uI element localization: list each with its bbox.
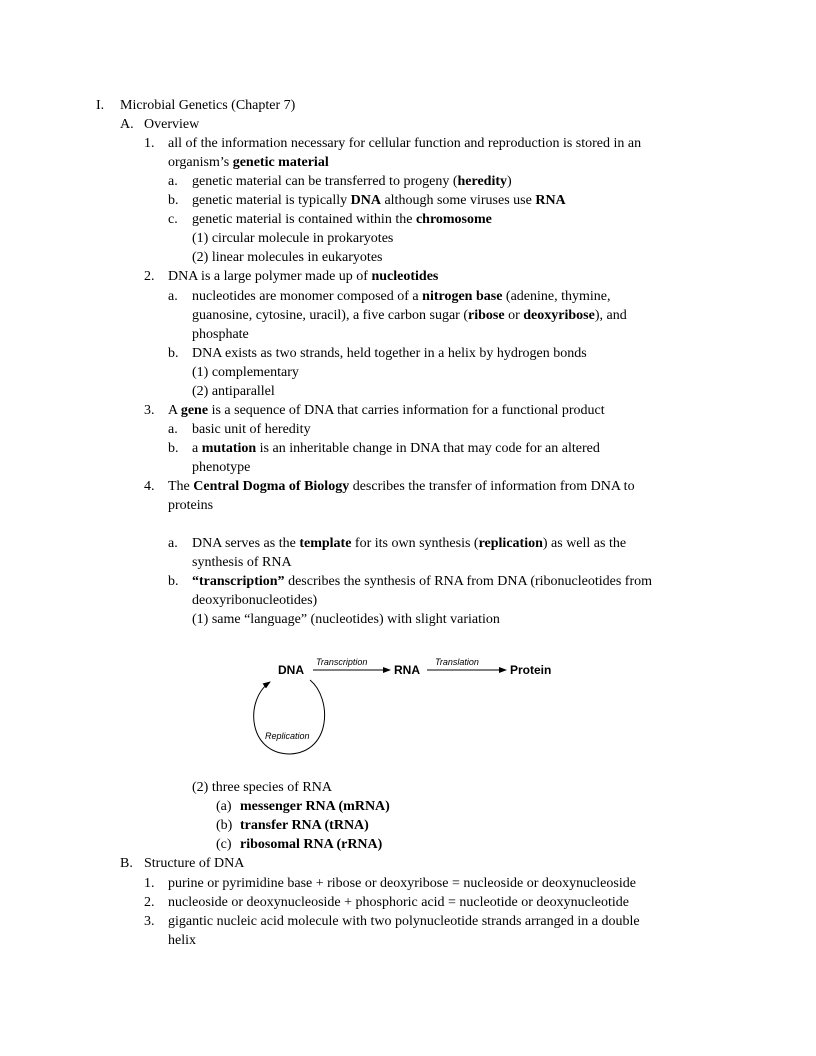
item-A2b2: (2) antiparallel bbox=[192, 384, 275, 399]
rna-label: RNA bbox=[394, 663, 420, 677]
marker-B: B. bbox=[120, 856, 133, 871]
item-B3-line1: gigantic nucleic acid molecule with two polynucleotide strands arranged in a double bbox=[168, 914, 640, 929]
replication-loop-arrow bbox=[254, 680, 325, 754]
item-B1: purine or pyrimidine base + ribose or deoxyribose = nucleoside or deoxynucleoside bbox=[168, 876, 636, 891]
item-A1a: genetic material can be transferred to progeny (heredity) bbox=[192, 174, 512, 189]
replication-label: Replication bbox=[265, 731, 310, 741]
item-A1c1: (1) circular molecule in prokaryotes bbox=[192, 231, 394, 246]
marker-A4b2b: (b) bbox=[216, 818, 233, 833]
marker-A4b: b. bbox=[168, 574, 179, 589]
item-A2a-line1: nucleotides are monomer composed of a nitrogen base (adenine, thymine, bbox=[192, 289, 611, 304]
item-A1c2: (2) linear molecules in eukaryotes bbox=[192, 250, 383, 265]
item-A4b-line2: deoxyribonucleotides) bbox=[192, 593, 318, 608]
marker-A2: 2. bbox=[144, 269, 155, 284]
marker-A: A. bbox=[120, 117, 134, 132]
item-A3b-line2: phenotype bbox=[192, 460, 251, 475]
item-A2a-line3: phosphate bbox=[192, 327, 249, 342]
item-B2: nucleoside or deoxynucleoside + phosphoric acid = nucleotide or deoxynucleotide bbox=[168, 895, 629, 910]
marker-A1c: c. bbox=[168, 212, 178, 227]
item-A3: A gene is a sequence of DNA that carries information for a functional product bbox=[168, 403, 605, 418]
marker-A1a: a. bbox=[168, 174, 178, 189]
translation-label: Translation bbox=[435, 657, 479, 667]
item-A4a-line2: synthesis of RNA bbox=[192, 555, 292, 570]
marker-A4: 4. bbox=[144, 479, 155, 494]
item-A4b-line1: “transcription” describes the synthesis of RNA from DNA (ribonucleotides from bbox=[192, 574, 653, 589]
marker-B3: 3. bbox=[144, 914, 155, 929]
item-mrna: messenger RNA (mRNA) bbox=[240, 799, 390, 814]
marker-A2a: a. bbox=[168, 289, 178, 304]
central-dogma-diagram bbox=[240, 650, 570, 760]
item-A3b-line1: a mutation is an inheritable change in DNA that may code for an altered bbox=[192, 441, 600, 456]
item-A2b: DNA exists as two strands, held together in a helix by hydrogen bonds bbox=[192, 346, 587, 361]
item-A4b2: (2) three species of RNA bbox=[192, 780, 332, 795]
item-A3a: basic unit of heredity bbox=[192, 422, 311, 437]
item-A4a-line1: DNA serves as the template for its own synthesis (replication) as well as the bbox=[192, 536, 627, 551]
heading-microbial-genetics: Microbial Genetics (Chapter 7) bbox=[120, 98, 296, 113]
heading-structure-of-dna: Structure of DNA bbox=[144, 856, 245, 871]
marker-A1: 1. bbox=[144, 136, 155, 151]
marker-B1: 1. bbox=[144, 876, 155, 891]
protein-label: Protein bbox=[510, 663, 552, 677]
item-A2: DNA is a large polymer made up of nucleotides bbox=[168, 269, 439, 284]
item-B3-line2: helix bbox=[168, 933, 196, 948]
item-A4-line2: proteins bbox=[168, 498, 214, 513]
marker-A3a: a. bbox=[168, 422, 178, 437]
marker-A3b: b. bbox=[168, 441, 179, 456]
item-A2b1: (1) complementary bbox=[192, 365, 299, 380]
transcription-label: Transcription bbox=[316, 657, 368, 667]
heading-overview: Overview bbox=[144, 117, 200, 132]
item-A4-line1: The Central Dogma of Biology describes the transfer of information from DNA to bbox=[168, 479, 635, 494]
item-A2a-line2: guanosine, cytosine, uracil), a five carbon sugar (ribose or deoxyribose), and bbox=[192, 308, 627, 323]
marker-B2: 2. bbox=[144, 895, 155, 910]
marker-A2b: b. bbox=[168, 346, 179, 361]
item-A1c: genetic material is contained within the chromosome bbox=[192, 212, 492, 227]
item-A1-line2: organism’s genetic material bbox=[168, 155, 329, 170]
marker-A4b2a: (a) bbox=[216, 799, 232, 814]
marker-I: I. bbox=[96, 98, 105, 113]
marker-A1b: b. bbox=[168, 193, 179, 208]
dna-label: DNA bbox=[278, 663, 304, 677]
item-A1b: genetic material is typically DNA although some viruses use RNA bbox=[192, 193, 566, 208]
item-trna: transfer RNA (tRNA) bbox=[240, 818, 369, 833]
marker-A3: 3. bbox=[144, 403, 155, 418]
item-A4b1: (1) same “language” (nucleotides) with slight variation bbox=[192, 612, 500, 627]
item-rrna: ribosomal RNA (rRNA) bbox=[240, 837, 383, 852]
marker-A4a: a. bbox=[168, 536, 178, 551]
item-A1-line1: all of the information necessary for cellular function and reproduction is stored in an bbox=[168, 136, 642, 151]
marker-A4b2c: (c) bbox=[216, 837, 232, 852]
